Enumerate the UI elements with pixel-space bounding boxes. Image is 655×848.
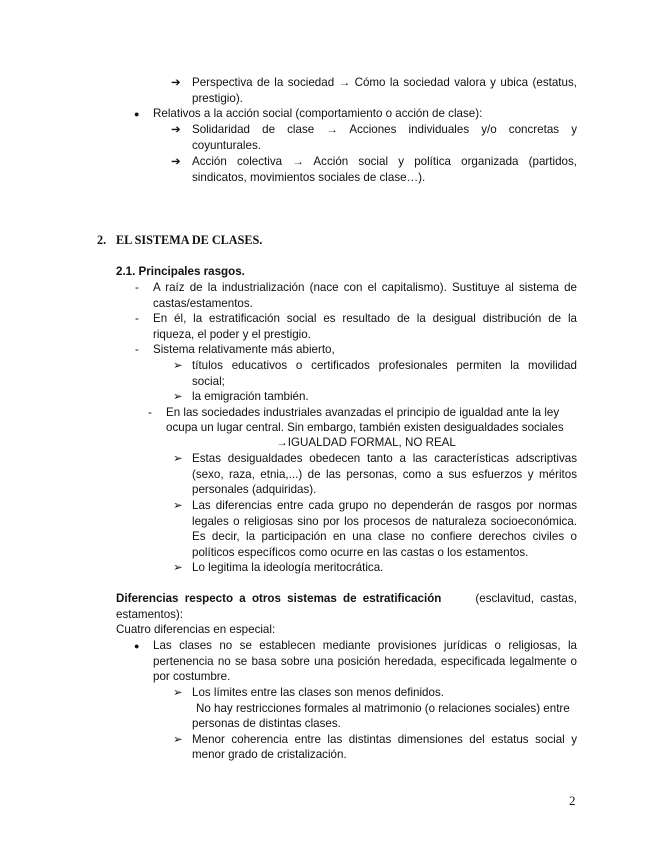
- ideologia-meritocratica: Lo legitima la ideología meritocrática.: [192, 561, 384, 574]
- desigualdades-line2: (sexo, raza, etnia,...) de las personas, como a sus esfuerzos y méritos: [192, 468, 577, 481]
- movilidad-titulos-line2: social;: [192, 375, 225, 388]
- chevron-bullet-icon: ➢: [173, 561, 183, 574]
- arrow-bullet-icon: ➔: [171, 155, 181, 168]
- rasgo-industrializacion-line1: A raíz de la industrialización (nace con el capitalismo). Sustituye al sistema de: [153, 281, 577, 294]
- page-number: 2: [569, 793, 576, 808]
- diferencia-provisiones-line3: por costumbre.: [153, 670, 231, 683]
- rasgo-estratificacion-line2: riqueza, el poder y el prestigio.: [153, 328, 311, 341]
- item-perspectiva-line1: Perspectiva de la sociedad → Cómo la sociedad valora y ubica (estatus,: [192, 76, 577, 89]
- diferencias-grupo-line2: legales o religiosas sino por los procesos de naturaleza socioeconómica.: [192, 515, 577, 528]
- rasgo-industrializacion-line2: castas/estamentos.: [153, 297, 253, 310]
- item-solidaridad-line1: Solidaridad de clase → Acciones individuales y/o concretas y: [192, 123, 577, 136]
- dash-bullet-icon: -: [135, 343, 139, 356]
- item-accion-colectiva-line2: sindicatos, movimientos sociales de clase…).: [192, 171, 426, 184]
- dash-bullet-icon: -: [135, 312, 139, 325]
- diferencias-heading-bold: Diferencias respecto a otros sistemas de estratificación: [116, 592, 442, 605]
- section-number: 2.: [97, 233, 107, 247]
- limites-clases-line2: No hay restricciones formales al matrimonio (o relaciones sociales) entre: [196, 702, 570, 715]
- desigualdades-line1: Estas desigualdades obedecen tanto a las características adscriptivas: [192, 452, 577, 465]
- rasgo-igualdad-line1: En las sociedades industriales avanzadas el principio de igualdad ante la ley: [166, 406, 560, 419]
- item-accion-colectiva-line1: Acción colectiva → Acción social y política organizada (partidos,: [192, 155, 577, 168]
- arrow-bullet-icon: ➔: [171, 76, 181, 89]
- diferencias-grupo-line4: políticos específicos como ocurre en las castas o los estamentos.: [192, 546, 529, 559]
- chevron-bullet-icon: ➢: [173, 452, 183, 465]
- chevron-bullet-icon: ➢: [173, 733, 183, 746]
- bullet-accion-social: Relativos a la acción social (comportamiento o acción de clase):: [153, 107, 483, 120]
- menor-coherencia-line1: Menor coherencia entre las distintas dimensiones del estatus social y: [192, 733, 577, 746]
- diferencias-grupo-line3: Es decir, la participación en una clase no confiere derechos civiles o: [192, 530, 577, 543]
- dash-bullet-icon: -: [148, 406, 152, 419]
- rasgo-igualdad-formal: →IGUALDAD FORMAL, NO REAL: [276, 436, 456, 449]
- diferencias-grupo-line1: Las diferencias entre cada grupo no dependerán de rasgos por normas: [192, 499, 577, 512]
- chevron-bullet-icon: ➢: [173, 390, 183, 403]
- rasgo-igualdad-line2: ocupa un lugar central. Sin embargo, también existen desigualdades sociales: [166, 421, 564, 434]
- section-title: EL SISTEMA DE CLASES.: [116, 233, 263, 247]
- bullet-icon: ●: [134, 641, 140, 651]
- diferencias-heading-rest: (esclavitud, castas,: [475, 592, 577, 605]
- subsection-title: 2.1. Principales rasgos.: [116, 265, 245, 278]
- bullet-icon: ●: [134, 109, 140, 119]
- chevron-bullet-icon: ➢: [173, 499, 183, 512]
- rasgo-estratificacion-line1: En él, la estratificación social es resultado de la desigual distribución de la: [153, 312, 577, 325]
- diferencia-provisiones-line2: pertenencia no se basa sobre una posición heredada, especificada legalmente o: [153, 655, 577, 668]
- item-solidaridad-line2: coyunturales.: [192, 139, 261, 152]
- movilidad-titulos-line1: títulos educativos o certificados profesionales permiten la movilidad: [192, 359, 577, 372]
- limites-clases-line3: personas de distintas clases.: [192, 717, 341, 730]
- desigualdades-line3: personales (adquiridas).: [192, 483, 317, 496]
- diferencias-heading-line2: estamentos):: [116, 608, 184, 621]
- chevron-bullet-icon: ➢: [173, 359, 183, 372]
- menor-coherencia-line2: menor grado de cristalización.: [192, 748, 347, 761]
- limites-clases-line1: Los límites entre las clases son menos definidos.: [192, 686, 444, 699]
- movilidad-emigracion: la emigración también.: [192, 390, 309, 403]
- diferencias-heading: [116, 592, 577, 606]
- diferencia-provisiones-line1: Las clases no se establecen mediante provisiones jurídicas o religiosas, la: [153, 639, 577, 652]
- diferencias-intro: Cuatro diferencias en especial:: [116, 623, 276, 636]
- chevron-bullet-icon: ➢: [173, 686, 183, 699]
- arrow-bullet-icon: ➔: [171, 123, 181, 136]
- rasgo-sistema-abierto: Sistema relativamente más abierto,: [153, 343, 335, 356]
- dash-bullet-icon: -: [135, 281, 139, 294]
- item-perspectiva-line2: prestigio).: [192, 92, 243, 105]
